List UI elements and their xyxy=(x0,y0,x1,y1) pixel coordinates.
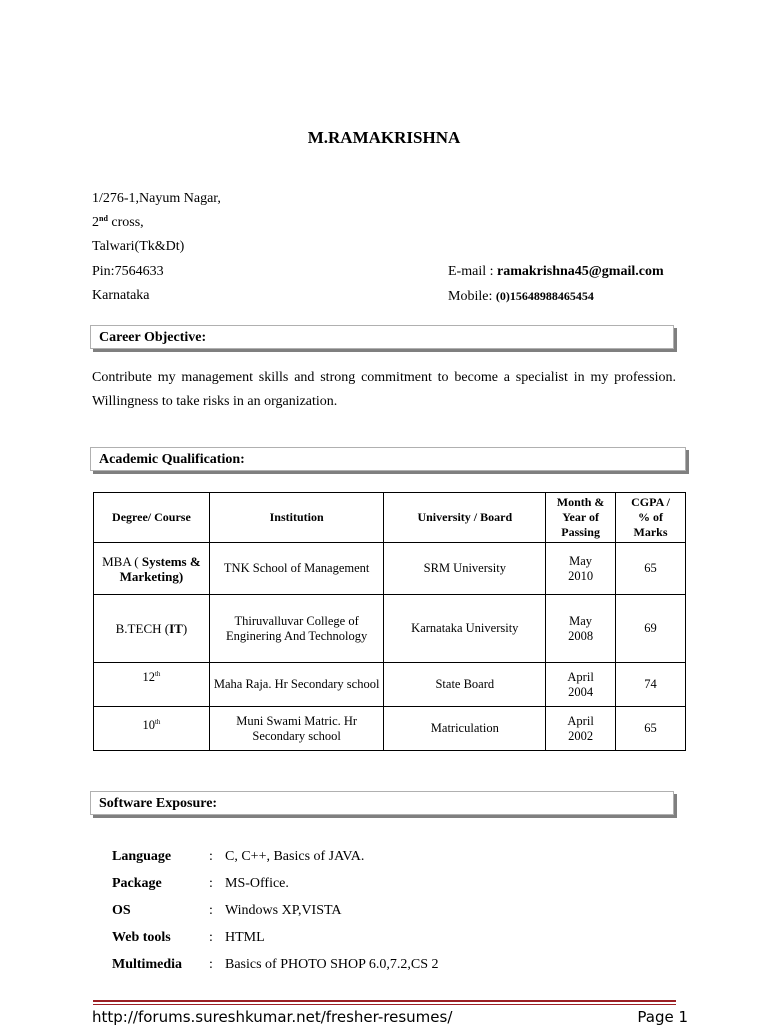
degree-close: ) xyxy=(182,621,188,636)
software-key: Web tools xyxy=(112,930,171,945)
marks-cell: 69 xyxy=(616,595,686,663)
address-line-3: Talwari(Tk&Dt) xyxy=(92,239,185,254)
footer-url-link[interactable]: http://forums.sureshkumar.net/fresher-resumes/ xyxy=(92,1008,453,1026)
degree-text: 10 xyxy=(142,718,155,732)
footer-rule-thin xyxy=(93,1004,676,1005)
address-line-2-rest: cross, xyxy=(107,215,144,230)
software-value: Windows XP,VISTA xyxy=(225,903,342,918)
passing-cell xyxy=(546,663,616,707)
institution-cell: TNK School of Management xyxy=(209,543,384,595)
degree-cell xyxy=(94,595,210,663)
academic-table xyxy=(93,492,686,751)
passing-year: 2002 xyxy=(568,728,594,743)
passing-cell xyxy=(546,707,616,751)
address-state: Karnataka xyxy=(92,288,150,303)
section-career-objective: Career Objective: xyxy=(90,325,674,349)
passing-month: May xyxy=(569,613,593,628)
address-line-1: 1/276-1,Nayum Nagar, xyxy=(92,191,221,206)
header-institution: Institution xyxy=(209,493,384,543)
institution-cell: Thiruvalluvar College of Enginering And Technology xyxy=(209,595,384,663)
passing-year: 2008 xyxy=(568,628,594,643)
header-cgpa xyxy=(616,493,686,543)
address-line-2 xyxy=(92,216,144,230)
software-colon: : xyxy=(209,876,213,891)
header-degree: Degree/ Course xyxy=(94,493,210,543)
address-pin: Pin:7564633 xyxy=(92,264,164,279)
institution-cell: Maha Raja. Hr Secondary school xyxy=(209,663,384,707)
software-colon: : xyxy=(209,849,213,864)
table-header-row xyxy=(94,493,686,543)
software-value: MS-Office. xyxy=(225,876,289,891)
university-cell: Matriculation xyxy=(384,707,546,751)
career-objective-text: Contribute my management skills and strong commitment to become a specialist in my profession. Willingness to take risks in an organization. xyxy=(92,370,676,409)
software-colon: : xyxy=(209,903,213,918)
passing-year: 2010 xyxy=(568,568,594,583)
table-row xyxy=(94,707,686,751)
university-cell: SRM University xyxy=(384,543,546,595)
section-academic-qualification: Academic Qualification: xyxy=(90,447,686,471)
software-key: Multimedia xyxy=(112,957,182,972)
passing-year: 2004 xyxy=(568,684,594,699)
software-value: HTML xyxy=(225,930,265,945)
passing-month: April xyxy=(567,669,594,684)
institution-cell: Muni Swami Matric. Hr Secondary school xyxy=(209,707,384,751)
passing-cell xyxy=(546,595,616,663)
email-label: E-mail : xyxy=(448,264,497,279)
degree-cell xyxy=(94,663,210,707)
email-line xyxy=(448,265,664,279)
degree-suffix: th xyxy=(154,718,161,726)
header-month-line-3: Passing xyxy=(561,525,600,539)
mobile-label: Mobile: xyxy=(448,289,496,304)
marks-cell: 74 xyxy=(616,663,686,707)
header-month-line-1: Month & xyxy=(556,495,605,509)
software-colon: : xyxy=(209,957,213,972)
header-month-line-2: Year of xyxy=(562,510,599,524)
email-value: ramakrishna45@gmail.com xyxy=(497,264,664,279)
header-cgpa-line-3: Marks xyxy=(633,525,668,539)
section-software-exposure: Software Exposure: xyxy=(90,791,674,815)
degree-cell xyxy=(94,543,210,595)
address-line-2-number: 2 xyxy=(92,215,99,230)
mobile-value: (0)15648988465454 xyxy=(495,289,594,303)
university-cell: Karnataka University xyxy=(384,595,546,663)
degree-spec: IT xyxy=(169,621,183,636)
header-cgpa-line-2: % of xyxy=(638,510,664,524)
footer-rule xyxy=(93,1000,676,1002)
degree-text: B.TECH ( xyxy=(115,621,170,636)
university-cell: State Board xyxy=(384,663,546,707)
degree-suffix: th xyxy=(154,670,161,678)
passing-cell xyxy=(546,543,616,595)
passing-month: May xyxy=(569,553,593,568)
header-month-year xyxy=(546,493,616,543)
table-row xyxy=(94,595,686,663)
degree-spec: Systems & xyxy=(141,553,201,569)
table-row xyxy=(94,663,686,707)
resume-name: M.RAMAKRISHNA xyxy=(307,128,461,147)
header-university: University / Board xyxy=(384,493,546,543)
address-line-2-suffix: nd xyxy=(99,214,108,223)
header-cgpa-line-1: CGPA / xyxy=(631,495,670,509)
degree-text: MBA ( xyxy=(102,553,142,569)
table-row xyxy=(94,543,686,595)
software-value: Basics of PHOTO SHOP 6.0,7.2,CS 2 xyxy=(225,957,439,972)
passing-month: April xyxy=(567,713,594,728)
footer-page-number: Page 1 xyxy=(637,1008,688,1026)
software-colon: : xyxy=(209,930,213,945)
software-key: OS xyxy=(112,903,131,918)
marks-cell: 65 xyxy=(616,543,686,595)
marks-cell: 65 xyxy=(616,707,686,751)
degree-cell xyxy=(94,707,210,751)
software-key: Language xyxy=(112,849,172,864)
software-key: Package xyxy=(112,876,162,891)
software-value: C, C++, Basics of JAVA. xyxy=(225,849,365,864)
degree-spec-2: Marketing) xyxy=(119,568,184,584)
degree-text: 12 xyxy=(142,670,155,684)
mobile-line xyxy=(448,289,594,304)
